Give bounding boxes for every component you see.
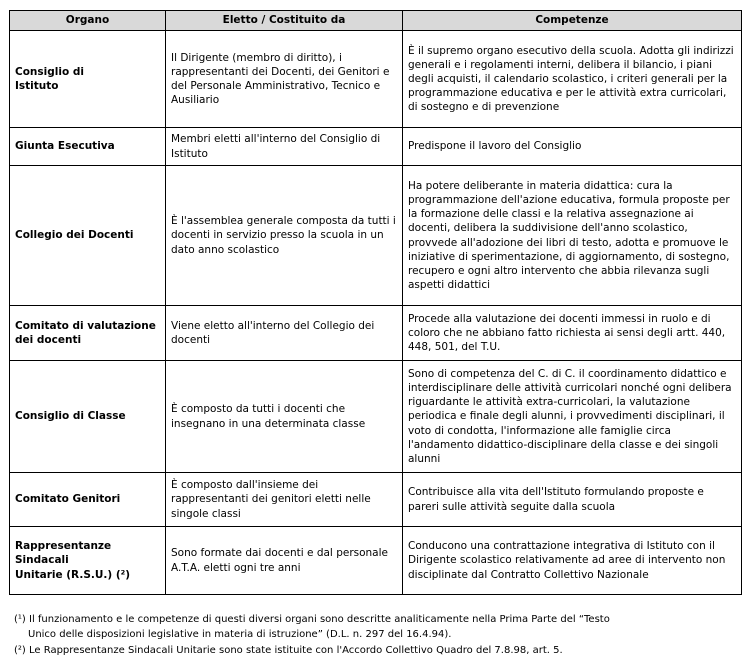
footnote-1-line-1: (¹) Il funzionamento e le competenze di questi diversi organi sono descritte analiticamente nella Prima Parte del “Testo <box>14 614 610 625</box>
table-row <box>10 473 742 527</box>
organo-cell <box>10 527 166 595</box>
footnote-1 <box>14 613 744 642</box>
eletto-cell: È composto da tutti i docenti che insegnano in una determinata classe <box>166 361 403 473</box>
table-row <box>10 361 742 473</box>
competenze-cell: Ha potere deliberante in materia didattica: cura la programmazione dell'azione educativa, formula proposte per la formazione delle classi e la relativa assegnazione ai docenti, delibera la suddivisione dell'anno scolastico, provvede all'adozione dei libri di testo, adotta e promuove le iniziative di sperimentazione, di aggiornamento, di sostegno, recupero e ogni altro intervento che abbia rilevanza sugli aspetti didattici <box>403 166 742 306</box>
header-organo: Organo <box>10 11 166 31</box>
footnote-1-line-2: Unico delle disposizioni legislative in materia di istruzione” (D.L. n. 297 del 16.4.94). <box>28 628 452 640</box>
organo-label: Consiglio di Istituto <box>15 65 84 92</box>
table-row <box>10 527 742 595</box>
eletto-cell: Il Dirigente (membro di diritto), i rappresentanti dei Docenti, dei Genitori e del Personale Amministrativo, Tecnico e Ausiliario <box>166 31 403 128</box>
eletto-cell: Sono formate dai docenti e dal personale A.T.A. eletti ogni tre anni <box>166 527 403 595</box>
competenze-cell: Contribuisce alla vita dell'Istituto formulando proposte e pareri sulle attività seguite dalla scuola <box>403 473 742 527</box>
competenze-cell: Predispone il lavoro del Consiglio <box>403 128 742 166</box>
header-eletto: Eletto / Costituito da <box>166 11 403 31</box>
organo-cell: Comitato di valutazione dei docenti <box>10 306 166 361</box>
table-row <box>10 306 742 361</box>
organo-cell: Comitato Genitori <box>10 473 166 527</box>
footnotes <box>14 613 744 661</box>
organo-cell: Giunta Esecutiva <box>10 128 166 166</box>
eletto-cell: Membri eletti all'interno del Consiglio di Istituto <box>166 128 403 166</box>
organo-cell <box>10 31 166 128</box>
organo-label: Rappresentanze Sindacali Unitarie (R.S.U.) (²) <box>15 540 131 581</box>
competenze-cell: È il supremo organo esecutivo della scuola. Adotta gli indirizzi generali e i regolamenti interni, delibera il bilancio, i piani degli acquisti, il calendario scolastico, i criteri generali per la programmazione educativa e per le attività extra curricolari, di sostegno e di prevenzione <box>403 31 742 128</box>
header-competenze: Competenze <box>403 11 742 31</box>
eletto-cell: È l'assemblea generale composta da tutti i docenti in servizio presso la scuola in un dato anno scolastico <box>166 166 403 306</box>
table-header-row <box>10 11 742 31</box>
table-row <box>10 31 742 128</box>
table-row <box>10 166 742 306</box>
competenze-cell: Conducono una contrattazione integrativa di Istituto con il Dirigente scolastico relativamente ad aree di intervento non disciplinate dal Contratto Collettivo Nazionale <box>403 527 742 595</box>
eletto-cell: È composto dall'insieme dei rappresentanti dei genitori eletti nelle singole classi <box>166 473 403 527</box>
competenze-cell: Sono di competenza del C. di C. il coordinamento didattico e interdisciplinare delle attività curricolari nonché ogni delibera riguardante le attività extra-curricolari, la valutazione periodica e finale degli alunni, i provvedimenti disciplinari, il voto di condotta, l'informazione alle famiglie circa l'andamento didattico-disciplinare della classe e dei singoli alunni <box>403 361 742 473</box>
competenze-cell: Procede alla valutazione dei docenti immessi in ruolo e di coloro che ne abbiano fatto richiesta ai sensi degli artt. 440, 448, 501, del T.U. <box>403 306 742 361</box>
organo-cell: Consiglio di Classe <box>10 361 166 473</box>
table-row <box>10 128 742 166</box>
eletto-cell: Viene eletto all'interno del Collegio dei docenti <box>166 306 403 361</box>
organo-cell: Collegio dei Docenti <box>10 166 166 306</box>
organi-table <box>9 10 742 595</box>
footnote-2: (²) Le Rappresentanze Sindacali Unitarie sono state istituite con l'Accordo Collettivo Quadro del 7.8.98, art. 5. <box>14 645 563 656</box>
